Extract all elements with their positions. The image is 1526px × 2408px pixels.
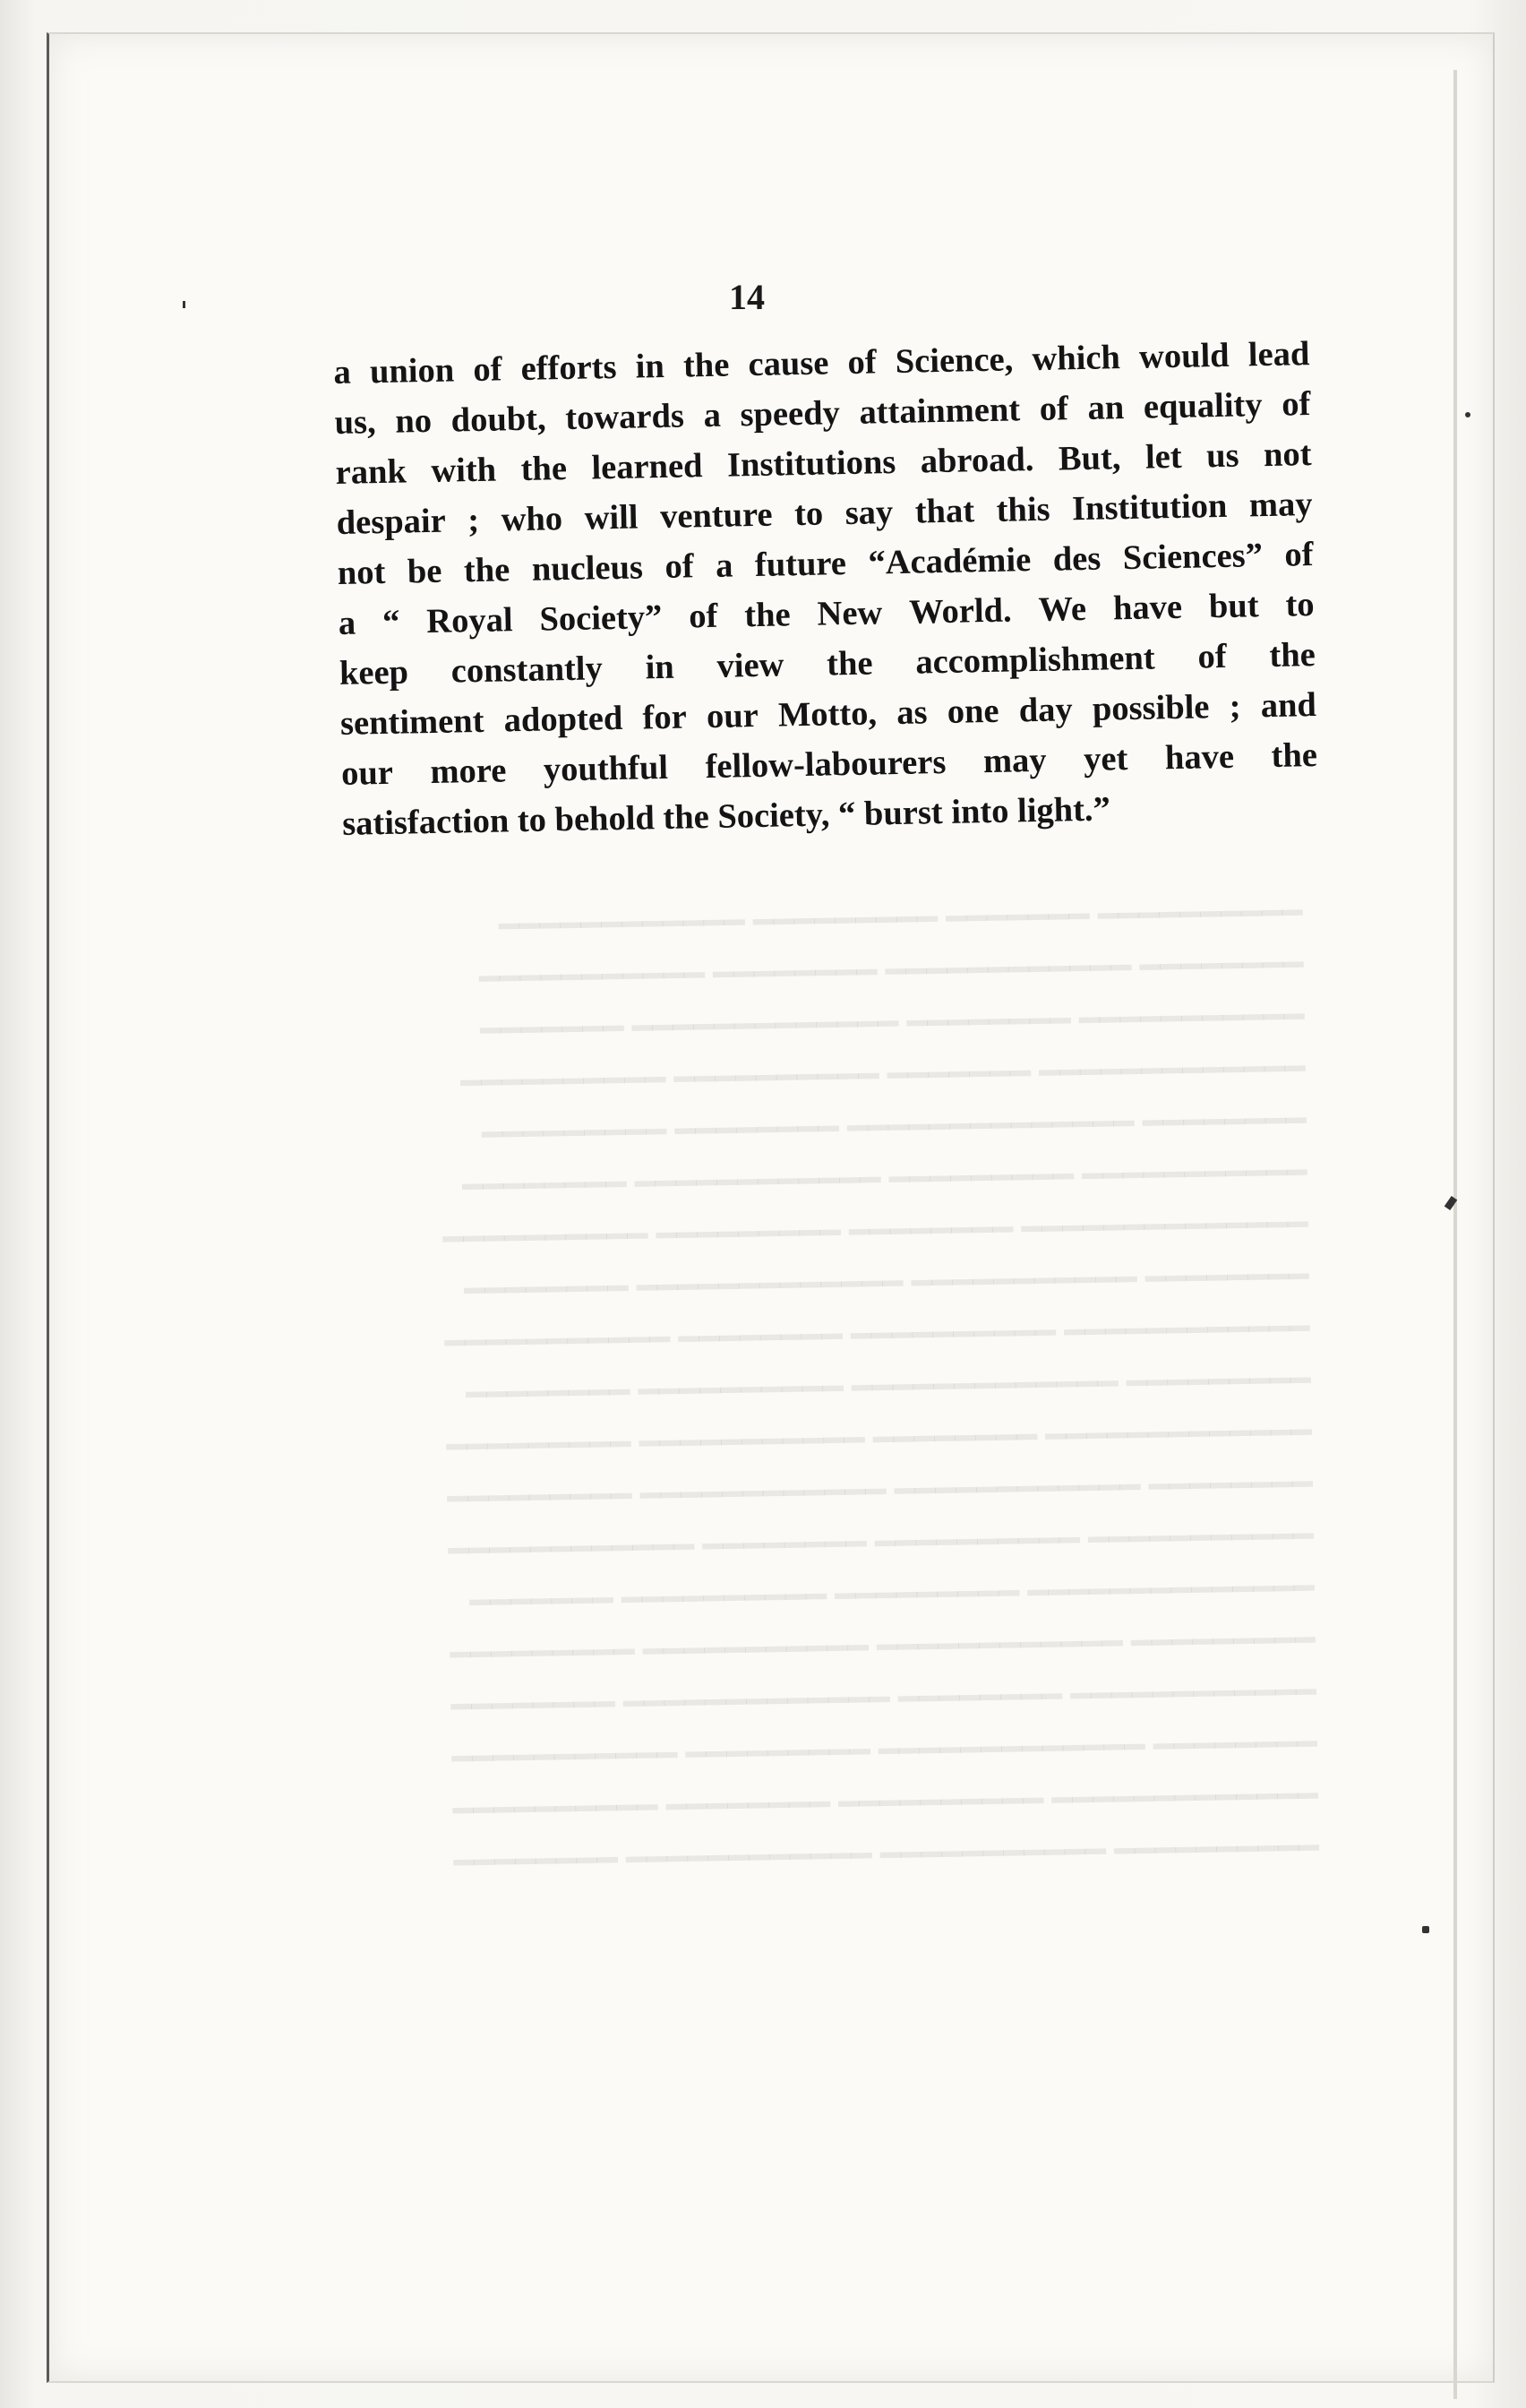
word: ;: [1229, 687, 1241, 726]
word: not: [337, 553, 386, 592]
word: may: [982, 741, 1047, 781]
word: of: [1281, 385, 1311, 424]
word: nucleus: [531, 548, 644, 589]
scan-speck: [183, 301, 185, 308]
page-fold: [1453, 70, 1457, 2399]
word: des: [1052, 539, 1102, 579]
word: a: [715, 546, 733, 585]
word: New: [817, 594, 883, 633]
word: yet: [1083, 740, 1128, 778]
word: despair: [336, 502, 447, 542]
word: who: [501, 500, 563, 539]
word: a: [338, 604, 356, 642]
word: Sciences”: [1122, 537, 1264, 578]
word: efforts: [520, 348, 617, 388]
word: in: [645, 648, 675, 687]
word: not: [1263, 435, 1312, 475]
word: Royal: [425, 601, 513, 641]
word: of: [1039, 390, 1069, 428]
word: Society”: [539, 598, 663, 639]
word: but: [1208, 587, 1259, 626]
word: Institutions: [726, 443, 896, 485]
word: with: [430, 451, 497, 490]
word: the: [1271, 735, 1318, 775]
word: to: [1285, 586, 1315, 624]
word: the: [463, 551, 510, 590]
word: view: [716, 646, 784, 685]
word: more: [430, 752, 507, 792]
word: the: [682, 346, 730, 385]
word: World.: [908, 591, 1013, 632]
word: ;: [467, 501, 480, 540]
word: doubt,: [450, 400, 547, 440]
word: no: [394, 401, 433, 441]
word: day: [1018, 691, 1074, 730]
word: constantly: [450, 649, 604, 691]
word: lead: [1247, 335, 1310, 374]
word: But,: [1058, 439, 1121, 478]
word: that: [914, 492, 975, 531]
word: We: [1038, 589, 1087, 629]
word: of: [1284, 536, 1314, 574]
word: in: [635, 347, 665, 386]
word: a: [333, 353, 352, 391]
word: of: [664, 547, 694, 586]
word: us: [1205, 436, 1239, 476]
word: venture: [659, 495, 773, 537]
word: of: [847, 343, 877, 382]
word: have: [1112, 588, 1183, 628]
word: of: [688, 597, 718, 636]
text-line: satisfaction to behold the Society, “ burst into light.”: [341, 790, 1111, 843]
word: learned: [591, 447, 703, 487]
word: to: [793, 494, 824, 534]
word: let: [1144, 437, 1182, 477]
word: rank: [335, 452, 407, 492]
word: an: [1087, 389, 1125, 427]
word: “Académie: [868, 541, 1032, 582]
word: equality: [1143, 386, 1263, 426]
word: future: [754, 545, 847, 584]
word: one: [947, 692, 999, 731]
word: which: [1032, 339, 1121, 379]
word: union: [369, 351, 455, 391]
word: “: [382, 603, 400, 641]
word: the: [520, 450, 568, 488]
body-paragraph: [333, 329, 1319, 849]
word: us,: [334, 403, 377, 442]
word: accomplishment: [914, 639, 1156, 682]
word: adopted: [503, 699, 623, 740]
word: possible: [1092, 688, 1210, 728]
word: speedy: [740, 394, 841, 434]
word: be: [407, 552, 442, 591]
word: Motto,: [777, 694, 878, 735]
word: abroad.: [920, 441, 1034, 481]
word: the: [826, 644, 873, 684]
word: for: [642, 698, 688, 737]
scan-speck: [1465, 412, 1470, 417]
word: Institution: [1071, 486, 1228, 529]
word: a: [703, 396, 722, 435]
page-number: 14: [729, 277, 765, 317]
word: would: [1138, 336, 1230, 376]
word: our: [340, 753, 394, 793]
word: say: [844, 494, 894, 533]
word: Science,: [895, 340, 1014, 381]
word: this: [996, 490, 1050, 529]
word: keep: [339, 653, 409, 692]
word: as: [896, 693, 928, 732]
word: the: [743, 596, 792, 635]
word: sentiment: [339, 701, 484, 743]
word: of: [1197, 637, 1227, 676]
word: cause: [748, 344, 829, 384]
word: and: [1260, 686, 1317, 726]
word: towards: [564, 397, 685, 438]
word: will: [584, 498, 639, 538]
word: youthful: [543, 748, 669, 789]
word: of: [472, 350, 502, 389]
word: fellow-labourers: [705, 743, 947, 787]
word: our: [706, 696, 759, 736]
word: may: [1248, 486, 1313, 525]
word: attainment: [859, 391, 1021, 432]
scan-speck: [1422, 1926, 1429, 1933]
word: have: [1164, 737, 1235, 778]
word: the: [1268, 636, 1316, 675]
